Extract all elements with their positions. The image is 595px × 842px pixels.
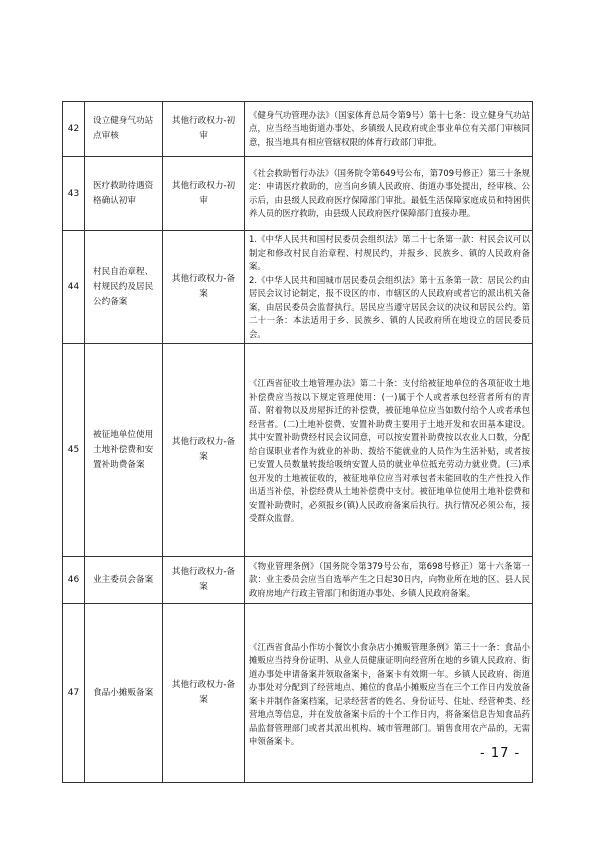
table-row (63, 231, 533, 344)
legal-basis-text: 《江西省食品小作坊小餐饮小食杂店小摊贩管理条例》第三十一条：食品小摊贩应当持身份证明、从业人员健康证明向经营所在地的乡镇人民政府、街道办事处申请备案并领取备案卡，备案卡有效期一年。乡镇人民政府、街道办事处对分配到了经营地点、摊位的食品小摊贩应当在三个工作日内发放备案卡并制作备案档案，记录经营者的姓名、身份证号、住址、经营种类、经营地点等信息，并在发放备案卡后的十个工作日内，将备案信息告知食品药品监督管理部门或者其派出机构、城市管理部门。销售食用农产品的，无需申领备案卡。 (249, 641, 530, 746)
table-row (63, 344, 533, 557)
item-name: 设立健身气功站点审核 (85, 102, 163, 157)
item-name: 被征地单位使用土地补偿费和安置补助费备案 (85, 344, 163, 557)
items-table (62, 101, 533, 783)
item-name: 医疗救助待遇资格确认初审 (85, 157, 163, 231)
legal-basis-text: 《物业管理条例》（国务院令第379号公布，第698号修正）第十六条第一款：业主委员会应当自选举产生之日起30日内，向物业所在地的区、县人民政府房地产行政主管部门和街道办事处、乡镇人民政府备案。 (249, 560, 530, 598)
table-row (63, 102, 533, 157)
row-number: 43 (63, 157, 85, 231)
legal-basis (245, 231, 533, 344)
legal-basis-text: 《社会救助暂行办法》（国务院令第649号公布，第709号修正）第三十条规定：申请医疗救助的，应当向乡镇人民政府、街道办事处提出，经审核、公示后，由县级人民政府医疗保障部门审批。最低生活保障家庭成员和特困供养人员的医疗救助，由县级人民政府医疗保障部门直接办理。 (249, 167, 530, 218)
table-row (63, 157, 533, 231)
row-number: 46 (63, 557, 85, 604)
item-type: 其他行政权力-初审 (163, 157, 245, 231)
legal-basis-text: 1.《中华人民共和国村民委员会组织法》第二十七条第一款：村民会议可以制定和修改村民自治章程、村规民约，并报乡、民族乡、镇的人民政府备案。 (249, 234, 530, 271)
item-type: 其他行政权力-备案 (163, 344, 245, 557)
legal-basis (245, 102, 533, 157)
legal-basis (245, 157, 533, 231)
item-name: 食品小摊贩备案 (85, 604, 163, 783)
table-row (63, 604, 533, 783)
item-name: 业主委员会备案 (85, 557, 163, 604)
legal-basis (245, 557, 533, 604)
legal-basis-text: 《江西省征收土地管理办法》第二十条：支付给被征地单位的各项征收土地补偿费应当按以下规定管理使用：(一)属于个人或者承包经营者所有的青苗、附着物以及房屋拆迁的补偿费，被征地单位应当如数付给个人或者承包经营者。(二)土地补偿费、安置补助费主要用于土地开发和农田基本建设。其中安置补助费经村民会议同意，可以按安置补助费按以农业人口数，分配给自谋职业者作为就业的补助、拨给不能就业的人员作为生活补贴，或者按已安置人员数量转拨给吸纳安置人员的就业单位抵充劳动力就业费。(三)承包开发的土地被征收的，被征地单位应当对承包者未能回收的生产性投入作出适当补偿，补偿经费从土地补偿费中支付。被征地单位使用土地补偿费和安置补助费时，必须报乡(镇)人民政府备案后执行。执行情况必须公布，接受群众监督。 (249, 378, 530, 524)
row-number: 45 (63, 344, 85, 557)
row-number: 44 (63, 231, 85, 344)
page-number: - 17 - (480, 746, 521, 761)
table-row (63, 557, 533, 604)
legal-basis-text: 2.《中华人民共和国城市居民委员会组织法》第十五条第一款：居民公约由居民会议讨论制定，报不设区的市、市辖区的人民政府或者它的派出机关备案，由居民委员会监督执行。居民应当遵守居民会议的决议和居民公约。第二十一条：本法适用于乡、民族乡、镇的人民政府所在地设立的居民委员会。 (249, 274, 530, 339)
item-type: 其他行政权力-备案 (163, 557, 245, 604)
legal-basis (245, 344, 533, 557)
item-type: 其他行政权力-备案 (163, 604, 245, 783)
row-number: 42 (63, 102, 85, 157)
item-type: 其他行政权力-备案 (163, 231, 245, 344)
legal-basis-text: 《健身气功管理办法》（国家体育总局令第9号）第十七条：设立健身气功站点，应当经当地街道办事处、乡镇级人民政府或企事业单位有关部门审核同意，报当地具有相应管辖权限的体育行政部门审批。 (249, 109, 530, 147)
item-type: 其他行政权力-初审 (163, 102, 245, 157)
item-name: 村民自治章程、村规民约及居民公约备案 (85, 231, 163, 344)
row-number: 47 (63, 604, 85, 783)
